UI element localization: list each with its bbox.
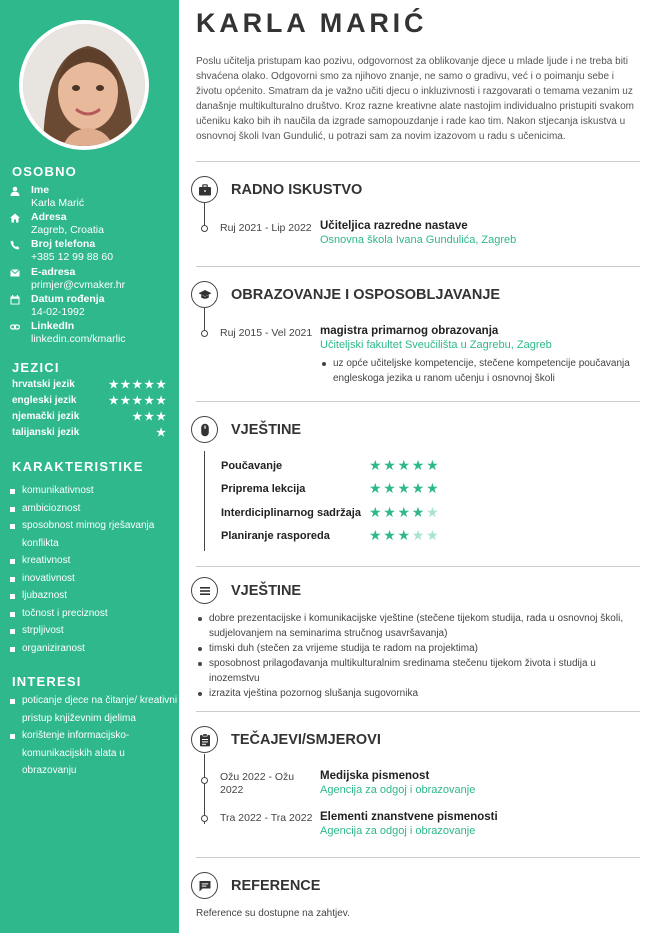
divider [196, 711, 640, 712]
chat-icon [191, 872, 218, 899]
list-item: ambicioznost [10, 500, 178, 518]
language-name: hrvatski jezik [12, 379, 75, 390]
list-item: korištenje informacijsko-komunikacijskih alata u obrazovanju [10, 727, 178, 780]
entry-date: Ruj 2021 - Lip 2022 [220, 222, 312, 234]
profile-summary: Poslu učitelja pristupam kao pozivu, odgovornost za oblikovanje djece u mlade ljude i ne treba biti shvaćena olako. Odgovorni smo za njihovo znanje, ne samo o gradivu, već i o poimanju sebe i životu općenito. Smatram da je važno učiti djecu o inkluzivnosti i razgovarati o temama vezanim uz današnje multikulturalno društvo. Kroz razne kreativne alate nastojim individualno pristupiti svakom učeniku kako bih ih naučila da izgrade samopouzdanje i rade kao tim. Nakon stjecanja iskustva u osnovnoj školi Ivan Gundulić, u potrazi sam za novim izazovom u radu s učenicima. [196, 56, 634, 142]
language-row [12, 410, 168, 424]
envelope-icon [10, 268, 20, 278]
star-filled-icon: ★ [411, 480, 427, 496]
divider [196, 566, 640, 567]
star-rating-icon: ★★★★★ [108, 379, 168, 391]
list-item: točnost i preciznost [10, 605, 178, 623]
section-title: VJEŠTINE [231, 583, 302, 599]
personal-value[interactable]: linkedin.com/kmarlic [31, 333, 126, 345]
entry-organization: Osnovna škola Ivana Gundulića, Zagreb [320, 234, 517, 246]
phone-icon [10, 240, 20, 250]
skill-row [221, 482, 461, 498]
personal-value: primjer@cvmaker.hr [31, 279, 126, 291]
star-filled-icon: ★ [369, 527, 384, 543]
star-rating-icon [369, 504, 440, 521]
star-filled-icon: ★ [383, 480, 398, 496]
skills-list [196, 611, 638, 701]
home-icon [10, 213, 20, 223]
entry-organization: Agencija za odgoj i obrazovanje [320, 784, 476, 796]
section-title: TEČAJEVI/SMJEROVI [231, 732, 381, 748]
star-filled-icon: ★ [397, 457, 412, 473]
education-details [320, 356, 638, 386]
personal-label: LinkedIn [31, 320, 75, 332]
timeline-dot [201, 225, 208, 232]
list-item: uz opće učiteljske kompetencije, stečene kompetencije poučavanja engleskoga jezika u ranom učenju i osnovnoj školi [320, 356, 638, 386]
interests-heading: INTERESI [12, 674, 82, 689]
list-item: kreativnost [10, 552, 178, 570]
language-row [12, 394, 168, 408]
star-filled-icon: ★ [397, 527, 412, 543]
divider [196, 401, 640, 402]
language-name: engleski jezik [12, 395, 77, 406]
skill-name: Priprema lekcija [221, 483, 306, 495]
star-filled-icon: ★ [426, 480, 441, 496]
star-filled-icon: ★ [383, 527, 398, 543]
list-item: ljubaznost [10, 587, 178, 605]
skill-row [221, 506, 461, 522]
timeline-line [204, 451, 205, 551]
list-item: poticanje djece na čitanje/ kreativni pristup književnim djelima [10, 692, 178, 727]
star-filled-icon: ★ [411, 504, 427, 520]
entry-title: Medijska pismenost [320, 770, 430, 782]
section-title: RADNO ISKUSTVO [231, 182, 363, 198]
list-item: organiziranost [10, 640, 178, 658]
language-row [12, 426, 168, 440]
entry-organization: Učiteljski fakultet Sveučilišta u Zagrebu, Zagreb [320, 339, 552, 351]
star-rating-icon [369, 527, 440, 544]
skill-row [221, 459, 461, 475]
star-empty-icon: ★ [426, 504, 441, 520]
star-filled-icon: ★ [426, 457, 441, 473]
timeline-line [204, 754, 205, 824]
personal-value: Karla Marić [31, 197, 85, 209]
star-rating-icon [369, 480, 440, 497]
page-title: KARLA MARIĆ [196, 8, 428, 38]
section-title: REFERENCE [231, 878, 321, 894]
star-empty-icon: ★ [411, 527, 427, 543]
personal-label: Ime [31, 184, 50, 196]
entry-organization: Agencija za odgoj i obrazovanje [320, 825, 476, 837]
star-rating-icon: ★ [156, 427, 168, 439]
star-filled-icon: ★ [369, 480, 384, 496]
star-filled-icon: ★ [369, 504, 384, 520]
section-title: OBRAZOVANJE I OSPOSOBLJAVANJE [231, 287, 501, 303]
clipboard-icon [191, 726, 218, 753]
star-rating-icon [369, 457, 440, 474]
timeline-dot [201, 777, 208, 784]
list-item: komunikativnost [10, 482, 178, 500]
star-rating-icon: ★★★★★ [108, 395, 168, 407]
timeline-line [204, 203, 205, 225]
skill-name: Interdiciplinarnog sadržaja [221, 507, 361, 519]
star-filled-icon: ★ [383, 457, 398, 473]
link-icon [10, 322, 20, 332]
timeline-line [204, 308, 205, 330]
interests-list [10, 692, 178, 780]
personal-label: Broj telefona [31, 238, 96, 250]
profile-photo [19, 20, 149, 150]
list-item: sposobnost mimog rješavanja konflikta [10, 517, 178, 552]
divider [196, 857, 640, 858]
traits-list [10, 482, 178, 657]
entry-date: Tra 2022 - Tra 2022 [220, 812, 313, 824]
personal-value: +385 12 99 88 60 [31, 251, 114, 263]
mouse-icon [191, 416, 218, 443]
star-empty-icon: ★ [426, 527, 441, 543]
language-name: njemački jezik [12, 411, 80, 422]
list-icon [191, 577, 218, 604]
language-row [12, 378, 168, 392]
list-item: izrazita vještina pozornog slušanja sugovornika [196, 686, 638, 701]
skill-name: Poučavanje [221, 460, 283, 472]
list-item: sposobnost prilagođavanja multikulturalnim sredinama stečenu tijekom života i studija u inozemstvu [196, 656, 638, 686]
timeline-dot [201, 330, 208, 337]
personal-label: E-adresa [31, 266, 76, 278]
skill-row [221, 529, 461, 545]
references-text: Reference su dostupne na zahtjev. [196, 908, 350, 919]
list-item: inovativnost [10, 570, 178, 588]
entry-title: Elementi znanstvene pismenosti [320, 811, 498, 823]
skill-name: Planiranje rasporeda [221, 530, 330, 542]
section-title: VJEŠTINE [231, 422, 302, 438]
personal-value: Zagreb, Croatia [31, 224, 104, 236]
star-filled-icon: ★ [397, 480, 412, 496]
personal-label: Datum rođenja [31, 293, 105, 305]
list-item: dobre prezentacijske i komunikacijske vještine (stečene tijekom studija, rada u osnovnoj školi, sudjelovanjem na seminarima stručnog usavršavanja) [196, 611, 638, 641]
sidebar [0, 0, 179, 933]
timeline-dot [201, 815, 208, 822]
list-item: strpljivost [10, 622, 178, 640]
user-icon [10, 186, 20, 196]
traits-heading: KARAKTERISTIKE [12, 459, 144, 474]
entry-date: Ruj 2015 - Vel 2021 [220, 327, 313, 339]
personal-heading: OSOBNO [12, 164, 77, 179]
entry-title: magistra primarnog obrazovanja [320, 325, 499, 337]
personal-value: 14-02-1992 [31, 306, 85, 318]
portrait-image [23, 24, 149, 150]
languages-heading: JEZICI [12, 360, 60, 375]
graduation-cap-icon [191, 281, 218, 308]
entry-date: Ožu 2022 - Ožu 2022 [220, 771, 295, 796]
entry-title: Učiteljica razredne nastave [320, 220, 468, 232]
divider [196, 266, 640, 267]
star-filled-icon: ★ [383, 504, 398, 520]
calendar-icon [10, 295, 20, 305]
divider [196, 161, 640, 162]
star-filled-icon: ★ [411, 457, 427, 473]
star-rating-icon: ★★★ [132, 411, 168, 423]
star-filled-icon: ★ [397, 504, 412, 520]
language-name: talijanski jezik [12, 427, 80, 438]
briefcase-icon [191, 176, 218, 203]
list-item: timski duh (stečen za vrijeme studija te radom na projektima) [196, 641, 638, 656]
personal-label: Adresa [31, 211, 67, 223]
star-filled-icon: ★ [369, 457, 384, 473]
